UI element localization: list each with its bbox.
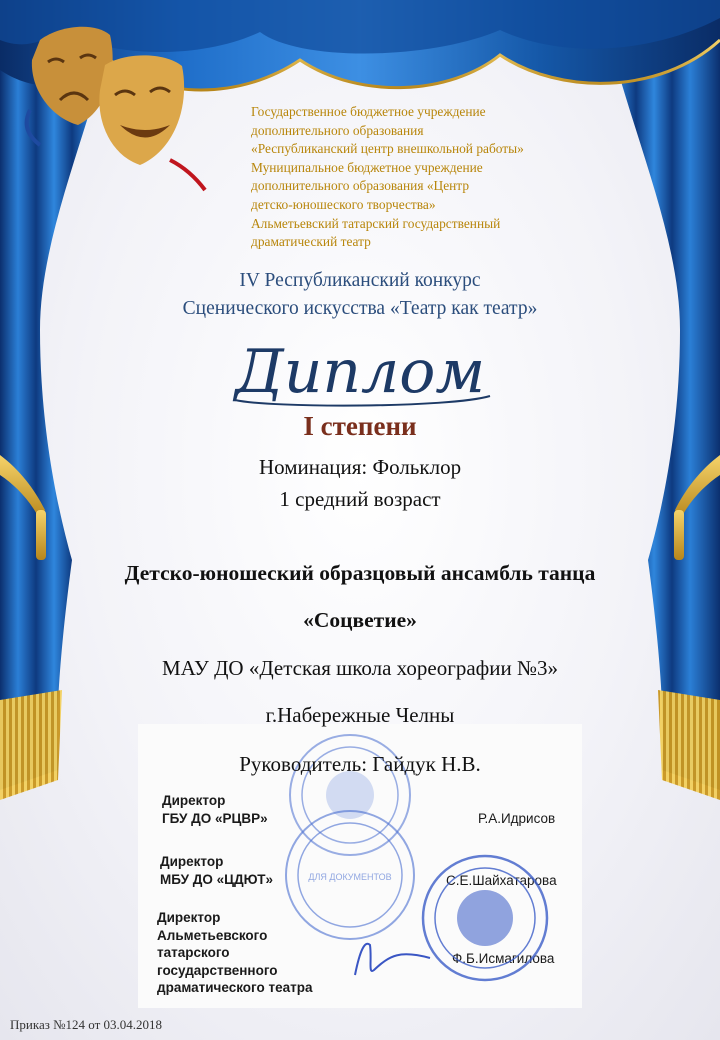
diploma-title-text: Диплом <box>234 337 486 407</box>
signature-3-name: Ф.Б.Исмагилова <box>452 951 555 966</box>
organizer-line: Государственное бюджетное учреждение <box>251 104 486 119</box>
order-reference: Приказ №124 от 03.04.2018 <box>10 1017 163 1032</box>
degree-label: I степени <box>303 411 417 441</box>
signature-title-line: Директор <box>160 854 224 869</box>
winner-leader: Руководитель: Гайдук Н.В. <box>239 752 481 776</box>
signature-title-line: Директор <box>157 910 221 925</box>
organizer-line: дополнительного образования <box>251 122 424 138</box>
signature-3-title <box>157 909 313 997</box>
signature-title-line: драматического театра <box>157 980 313 995</box>
winner-city: г.Набережные Челны <box>265 703 455 727</box>
signature-1-name: Р.А.Идрисов <box>478 811 556 826</box>
contest-title-line1: IV Республиканский конкурс <box>239 270 481 291</box>
organizer-line: дополнительного образования «Центр <box>251 178 470 194</box>
organizer-line: Альметьевский татарский государственный <box>251 215 501 231</box>
signature-title-line: Директор <box>162 793 226 808</box>
signature-2-title <box>160 853 273 888</box>
organizer-line: Муниципальное бюджетное учреждение <box>251 159 483 175</box>
signature-title-line: МБУ ДО «ЦДЮТ» <box>160 871 273 887</box>
age-group: 1 средний возраст <box>279 487 441 511</box>
organizer-line: драматический театр <box>251 234 371 250</box>
winner-ensemble: «Соцветие» <box>303 608 417 632</box>
contest-title-line2: Сценического искусства «Театр как театр» <box>182 298 538 319</box>
stamp-center-text: ДЛЯ ДОКУМЕНТОВ <box>308 872 392 882</box>
winner-school: МАУ ДО «Детская школа хореографии №3» <box>161 656 559 680</box>
signature-2-name: С.Е.Шайхатарова <box>446 873 557 888</box>
organizer-line: «Республиканский центр внешкольной работы» <box>251 141 524 157</box>
signature-title-line: татарского <box>157 945 230 960</box>
organizers-list <box>251 103 591 252</box>
signature-title-line: ГБУ ДО «РЦВР» <box>162 810 268 826</box>
signature-title-line: государственного <box>157 962 278 978</box>
nomination: Номинация: Фольклор <box>258 455 462 479</box>
signature-1-title <box>162 792 268 827</box>
winner-name: Детско-юношеский образцовый ансамбль танца <box>124 561 596 585</box>
organizer-line: детско-юношеского творчества» <box>251 196 436 212</box>
signature-title-line: Альметьевского <box>157 927 268 943</box>
diploma-title <box>210 330 510 410</box>
